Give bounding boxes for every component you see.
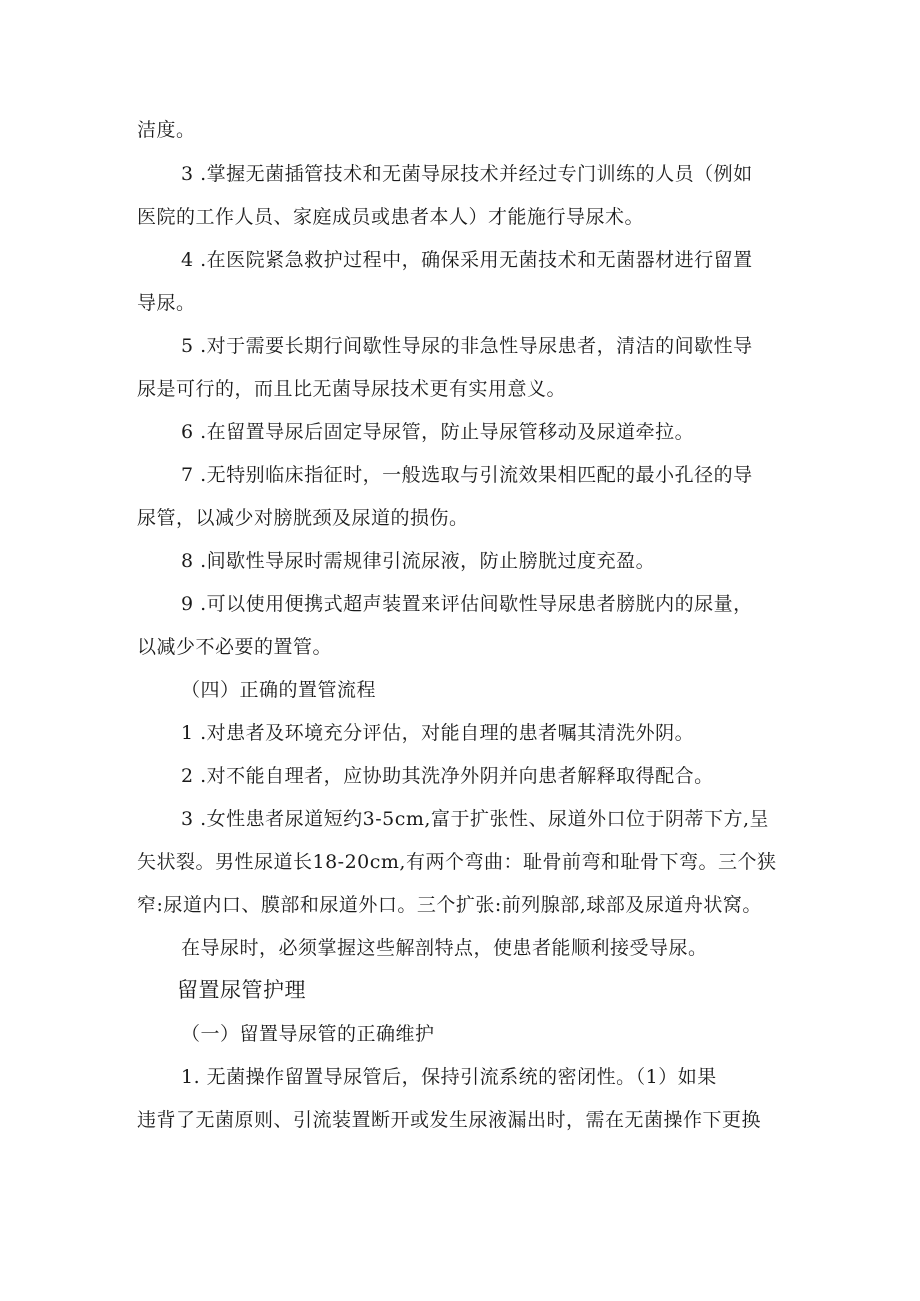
paragraph-line: 5 .对于需要长期行间歇性导尿的非急性导尿患者，清洁的间歇性导 <box>181 335 753 357</box>
section-subheading: （四）正确的置管流程 <box>181 679 377 701</box>
paragraph-line: 尿是可行的，而且比无菌导尿技术更有实用意义。 <box>137 378 567 400</box>
paragraph-line: 医院的工作人员、家庭成员或患者本人）才能施行导尿术。 <box>137 206 645 228</box>
paragraph-line: 3 .掌握无菌插管技术和无菌导尿技术并经过专门训练的人员（例如 <box>181 163 753 185</box>
section-subheading: （一）留置导尿管的正确维护 <box>181 1023 435 1045</box>
paragraph-line: 窄:尿道内口、膜部和尿道外口。三个扩张:前列腺部,球部及尿道舟状窝。 <box>137 894 762 916</box>
paragraph-line: 2 .对不能自理者，应协助其洗净外阴并向患者解释取得配合。 <box>181 765 714 787</box>
paragraph-line: 1 .对患者及环境充分评估，对能自理的患者嘱其清洗外阴。 <box>181 722 695 744</box>
paragraph-line: 7 .无特别临床指征时，一般选取与引流效果相匹配的最小孔径的导 <box>181 464 753 486</box>
section-heading: 留置尿管护理 <box>177 978 306 1002</box>
paragraph-line: 以减少不必要的置管。 <box>137 636 333 658</box>
paragraph-line: 导尿。 <box>137 292 196 314</box>
paragraph-line: 尿管，以减少对膀胱颈及尿道的损伤。 <box>137 507 469 529</box>
paragraph-line: 4 .在医院紧急救护过程中，确保采用无菌技术和无菌器材进行留置 <box>181 249 753 271</box>
paragraph-line: 在导尿时，必须掌握这些解剖特点，使患者能顺利接受导尿。 <box>181 937 708 959</box>
paragraph-line: 洁度。 <box>137 119 196 141</box>
paragraph-line: 8 .间歇性导尿时需规律引流尿液，防止膀胱过度充盈。 <box>181 550 656 572</box>
paragraph-line: 6 .在留置导尿后固定导尿管，防止导尿管移动及尿道牵拉。 <box>181 421 695 443</box>
paragraph-line: 9 .可以使用便携式超声装置来评估间歇性导尿患者膀胱内的尿量， <box>181 593 753 615</box>
paragraph-line: 3 .女性患者尿道短约3-5cm,富于扩张性、尿道外口位于阴蒂下方,呈 <box>181 808 770 830</box>
paragraph-line: 违背了无菌原则、引流装置断开或发生尿液漏出时，需在无菌操作下更换 <box>137 1109 762 1131</box>
paragraph-line: 矢状裂。男性尿道长18-20cm,有两个弯曲：耻骨前弯和耻骨下弯。三个狭 <box>137 851 777 873</box>
paragraph-line: 1. 无菌操作留置导尿管后，保持引流系统的密闭性。（1）如果 <box>181 1066 717 1088</box>
